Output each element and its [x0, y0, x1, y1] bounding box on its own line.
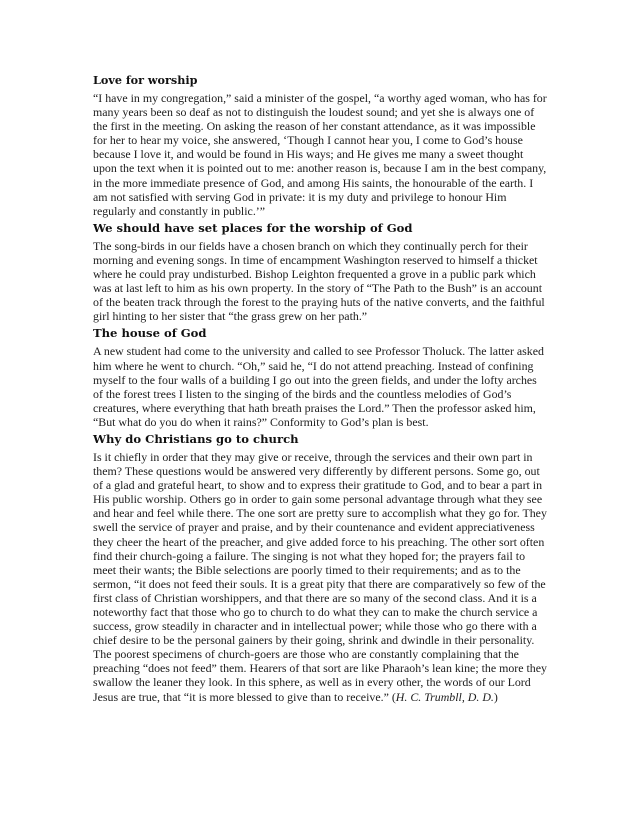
- citation-author: H. C. Trumbll, D. D.: [395, 689, 494, 704]
- section-heading: The house of God: [93, 326, 207, 341]
- section-set-places: [93, 221, 549, 324]
- section-body: “I have in my congregation,” said a minister of the gospel, “a worthy aged woman, who has for many years been so deaf as not to distinguish the loudest sound; and yet she is always one of the first in the meeting. On asking the reason of her constant attendance, as it was impossible for her to hear my voice, she answered, ‘Though I cannot hear you, I come to God’s house because I love it, and would be found in His ways; and He gives me many a sweet thought upon the text when it is pointed out to me: another reason is, because I am in the best company, in the more immediate presence of God, and among His saints, the honourable of the earth. I am not satisfied with serving God in private: it is my duty and privilege to honour Him regularly and constantly in public.’”: [93, 91, 547, 218]
- section-heading: Why do Christians go to church: [93, 431, 299, 446]
- document-page: [93, 73, 549, 707]
- section-body: Is it chiefly in order that they may give or receive, through the services and their own part in them? These questions would be answered very differently by different persons. Some go, out of a glad and grateful heart, to show and to express their gratitude to God, and to bear a part in His public worship. Others go in order to gain some personal advantage through what they see and hear and feel while there. The one sort are pretty sure to accomplish what they go for. They swell the service of prayer and praise, and by their countenance and evident appreciativeness they cheer the heart of the preacher, and give added force to his preaching. The other sort often find their church-going a failure. The singing is not what they hoped for; the prayers fail to meet their wants; the Bible selections are poorly timed to their requirements; and as to the sermon, “it does not feed their souls. It is a great pity that there are comparatively so few of the first class of Christian worshippers, and that there are so many of the second class. And it is a noteworthy fact that those who go to church to do what they can to make the church service a success, grow steadily in character and in intellectual power; while those who go there with a chief desire to be the personal gainers by their going, shrink and dwindle in their personality. The poorest specimens of church-goers are those who are constantly complaining that the preaching “does not feed” them. Hearers of that sort are like Pharaoh’s lean kine; the more they swallow the leaner they look. In this sphere, as well as in every other, the words of our Lord Jesus are true, that “it is more blessed to give than to receive.” (: [93, 449, 547, 704]
- section-body: A new student had come to the university and called to see Professor Tholuck. The latter asked him where he went to church. “Oh,” said he, “I do not attend preaching. Instead of confining myself to the four walls of a building I go out into the green fields, and under the lofty arches of the forest trees I listen to the singing of the birds and the countless melodies of God’s creatures, where everything that hath breath praises the Lord.” Then the professor asked him, “But what do you do when it rains?” Conformity to God’s plan is best.: [93, 344, 544, 429]
- section-why-go-to-church: [93, 432, 549, 704]
- section-body: The song-birds in our fields have a chosen branch on which they continually perch for their morning and evening songs. In time of encampment Washington reserved to himself a thicket where he could pray undisturbed. Bishop Leighton frequented a grove in a public park which was at last left to him as his own property. In the story of “The Path to the Bush” is an account of the beaten track through the forest to the praying huts of the native converts, and the faithful girl hinting to her sister that “the grass grew on her path.”: [93, 238, 545, 324]
- section-heading: We should have set places for the worship of God: [93, 220, 413, 235]
- section-house-of-god: [93, 326, 549, 429]
- citation-closing: ): [493, 689, 498, 704]
- section-heading: Love for worship: [93, 73, 198, 87]
- section-love-for-worship: [93, 73, 549, 218]
- section-body-wrapper: [93, 450, 549, 704]
